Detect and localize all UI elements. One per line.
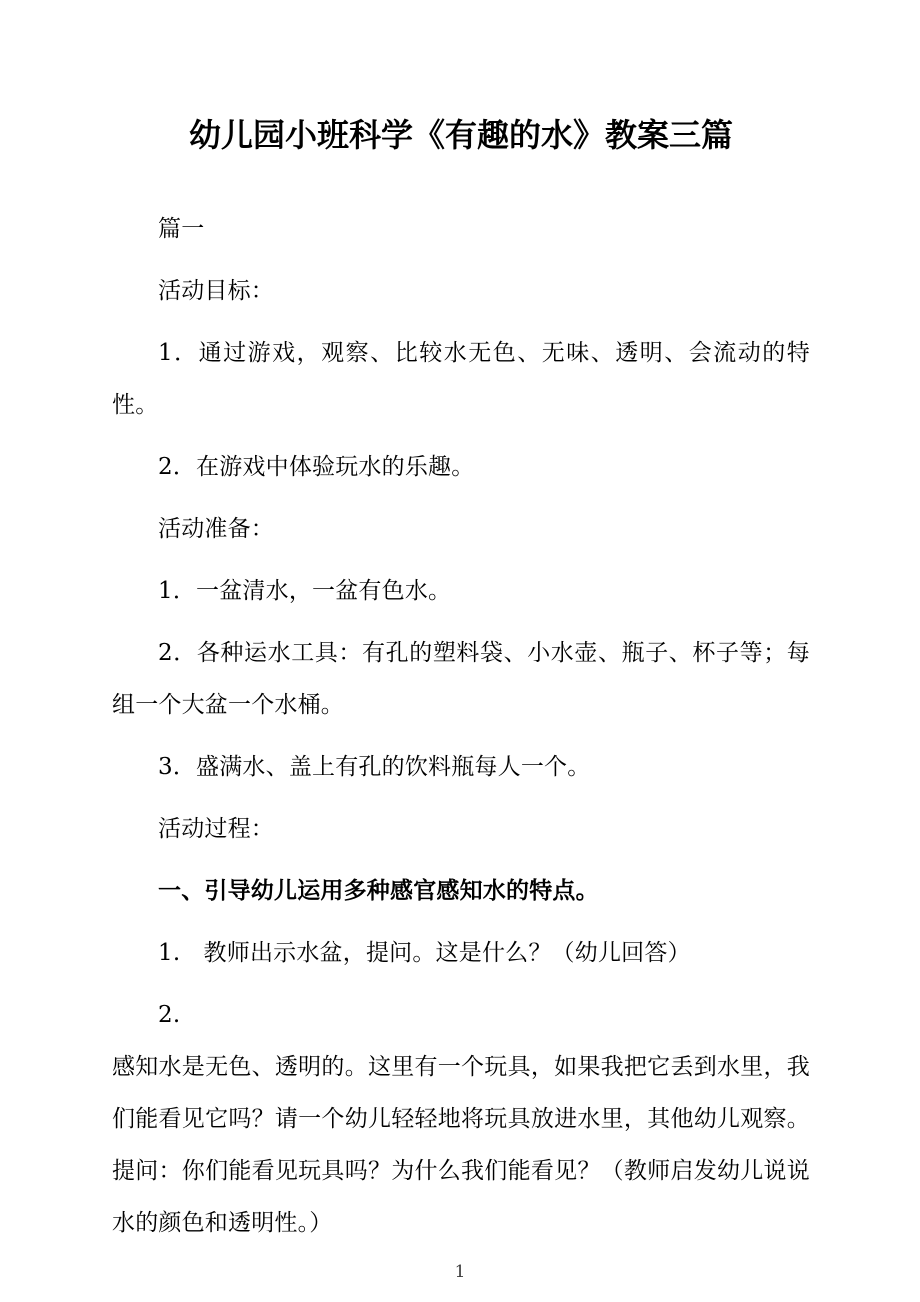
para-activity-process-label: 活动过程： <box>158 816 274 842</box>
page-footer <box>0 1262 920 1281</box>
para-step-1: 1. 教师出示水盆，提问。这是什么？（幼儿回答） <box>158 940 691 966</box>
para-prep-3: 3．盛满水、盖上有孔的饮料瓶每人一个。 <box>158 754 591 780</box>
para-step-2-text: 感知水是无色、透明的。这里有一个玩具，如果我把它丢到水里，我们能看见它吗？请一个幼儿轻轻地将玩具放进水里，其他幼儿观察。提问：你们能看见玩具吗？为什么我们能看见？（教师启发幼儿说说水的颜色和透明性。） <box>112 1054 810 1236</box>
para-part-one-label: 篇一 <box>158 216 205 242</box>
para-prep-2: 2．各种运水工具：有孔的塑料袋、小水壶、瓶子、杯子等；每组一个大盆一个水桶。 <box>112 640 810 718</box>
para-activity-prep-label: 活动准备： <box>158 516 274 542</box>
para-goal-2: 2．在游戏中体验玩水的乐趣。 <box>158 454 475 480</box>
para-activity-goals-label: 活动目标： <box>158 278 274 304</box>
para-prep-1: 1．一盆清水，一盆有色水。 <box>158 578 452 604</box>
document-title: 幼儿园小班科学《有趣的水》教案三篇 <box>188 116 733 154</box>
page-number: 1 <box>454 1262 466 1282</box>
para-goal-1: 1．通过游戏，观察、比较水无色、无味、透明、会流动的特性。 <box>112 340 810 418</box>
para-step-2-number: 2. <box>158 1002 181 1028</box>
para-section-one-heading: 一、引导幼儿运用多种感官感知水的特点。 <box>158 878 599 904</box>
